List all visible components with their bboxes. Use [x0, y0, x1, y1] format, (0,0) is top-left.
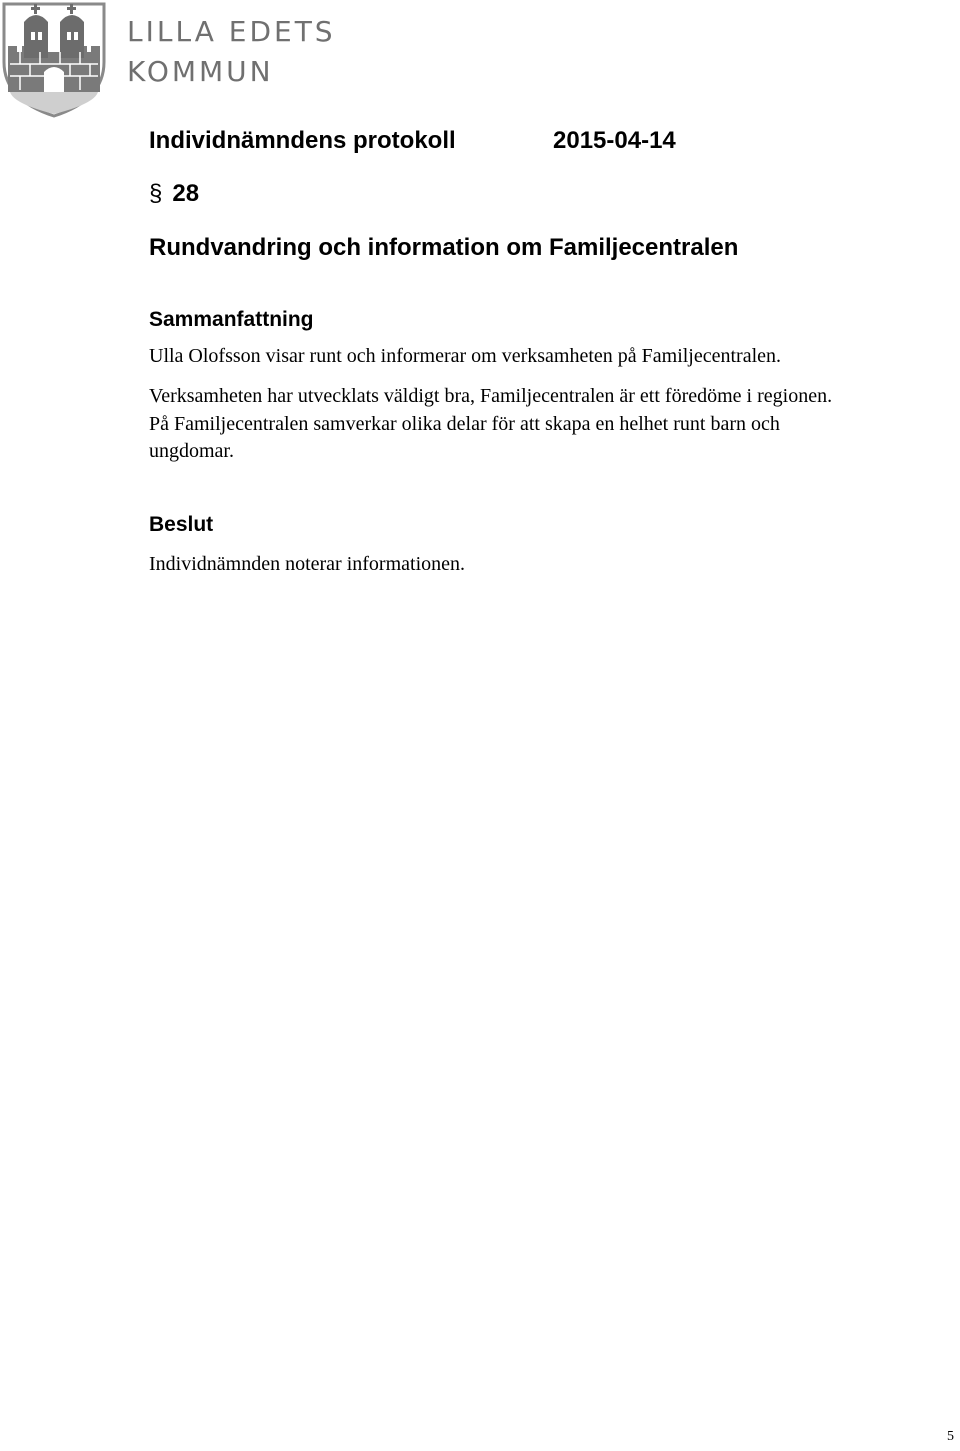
paragraph-sign: §: [149, 180, 163, 207]
paragraph-number: [149, 180, 199, 208]
protocol-date: 2015-04-14: [553, 127, 676, 154]
coat-of-arms-icon: [0, 0, 110, 120]
logo-line-1: LILLA EDETS: [127, 15, 336, 48]
summary-line: Ulla Olofsson visar runt och informerar om verksamheten på Familjecentralen.: [149, 345, 782, 367]
logo-line-2: KOMMUN: [127, 55, 274, 88]
protocol-title: Individnämndens protokoll: [149, 127, 456, 154]
page-number: 5: [947, 1429, 954, 1444]
summary-heading: Sammanfattning: [149, 308, 314, 331]
item-title: Rundvandring och information om Familjecentralen: [149, 234, 739, 261]
summary-line: Verksamheten har utvecklats väldigt bra, Familjecentralen är ett föredöme i regionen.: [149, 385, 833, 407]
summary-line: På Familjecentralen samverkar olika delar för att skapa en helhet runt barn och: [149, 413, 780, 435]
summary-line: ungdomar.: [149, 440, 234, 462]
municipality-logo: [0, 0, 336, 120]
decision-text: Individnämnden noterar informationen.: [149, 553, 466, 575]
paragraph-value: 28: [172, 180, 200, 207]
decision-heading: Beslut: [149, 513, 214, 536]
